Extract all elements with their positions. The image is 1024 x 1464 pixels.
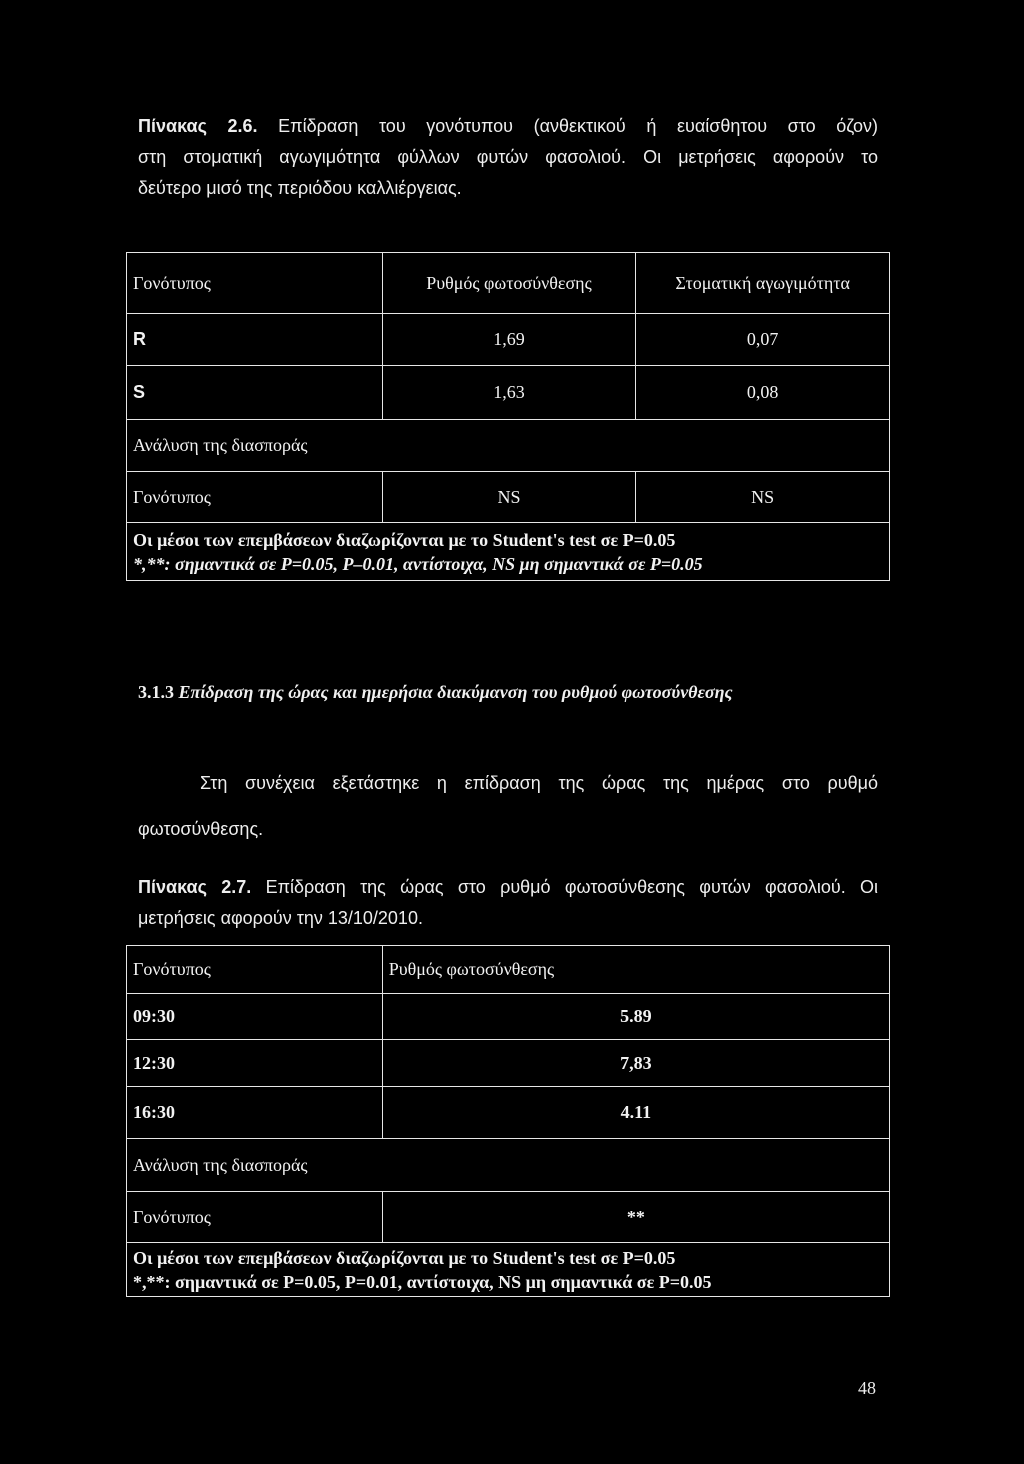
table-row [127,314,890,366]
anova-label: Ανάλυση της διασποράς [127,1139,890,1192]
table-note: *,**: σημαντικά σε P=0.05, P–0.01, αντίστοιχα, NS μη σημαντικά σε P=0.05 [133,553,703,574]
caption-text: μετρήσεις αφορούν την 13/10/2010. [138,908,423,928]
table-note: *,**: σημαντικά σε P=0.05, P=0.01, αντίστοιχα, NS μη σημαντικά σε P=0.05 [133,1271,712,1292]
anova-label: Ανάλυση της διασποράς [127,420,890,472]
table-header-row [127,253,890,314]
table-row [127,1040,890,1087]
caption-text: δεύτερο μισό της περιόδου καλλιέργειας. [138,178,462,198]
table-cell: NS [636,472,890,523]
table-cell: ** [382,1192,889,1243]
table-row [127,420,890,472]
table-cell: R [127,314,383,366]
caption-text: Επίδραση του γονότυπου (ανθεκτικού ή ευαίσθητου στο όζον) [278,116,878,136]
table-cell: NS [382,472,636,523]
table-cell: 0,08 [636,366,890,420]
table-2-7 [126,945,890,1297]
table-cell: Γονότυπος [127,1192,383,1243]
table-row [127,1192,890,1243]
caption-lead: Πίνακας 2.7. [138,877,252,897]
table-note: Οι μέσοι των επεμβάσεων διαζωρίζονται με το Student's test σε P=0.05 [133,529,676,550]
table-header-cell: Στοματική αγωγιμότητα [636,253,890,314]
table-cell: 4.11 [382,1087,889,1139]
table-cell: 1,69 [382,314,636,366]
table-row [127,366,890,420]
table-cell: S [127,366,383,420]
table-cell: Γονότυπος [127,472,383,523]
table-cell: 7,83 [382,1040,889,1087]
table-note-row [127,1243,890,1297]
body-paragraph [138,760,878,852]
table-note: Οι μέσοι των επεμβάσεων διαζωρίζονται με το Student's test σε P=0.05 [133,1247,676,1268]
table-cell: 1,63 [382,366,636,420]
table-header-cell: Γονότυπος [127,946,383,994]
table-header-cell: Γονότυπος [127,253,383,314]
table-row [127,472,890,523]
page-number: 48 [858,1378,876,1398]
table-2-7-caption [138,872,878,934]
table-cell: 09:30 [127,994,383,1040]
caption-text: στη στοματική αγωγιμότητα φύλλων φυτών φασολιού. Οι μετρήσεις αφορούν το [138,147,878,167]
table-row [127,994,890,1040]
table-2-6-caption [138,111,878,204]
table-header-cell: Ρυθμός φωτοσύνθεσης [382,946,889,994]
caption-lead: Πίνακας 2.6. [138,116,258,136]
table-row [127,1087,890,1139]
table-cell: 16:30 [127,1087,383,1139]
table-note-row [127,523,890,581]
table-cell: 5.89 [382,994,889,1040]
table-2-6 [126,252,890,581]
section-heading [138,682,733,703]
section-title: Επίδραση της ώρας και ημερήσια διακύμανση του ρυθμού φωτοσύνθεσης [178,682,733,702]
paragraph-text: Στη συνέχεια εξετάστηκε η επίδραση της ώρας της ημέρας στο ρυθμό [200,773,878,793]
section-number: 3.1.3 [138,682,174,702]
table-row [127,1139,890,1192]
table-header-row [127,946,890,994]
table-cell: 0,07 [636,314,890,366]
paragraph-text: φωτοσύνθεσης. [138,819,264,839]
table-header-cell: Ρυθμός φωτοσύνθεσης [382,253,636,314]
caption-text: Επίδραση της ώρας στο ρυθμό φωτοσύνθεσης φυτών φασολιού. Οι [265,877,878,897]
table-cell: 12:30 [127,1040,383,1087]
